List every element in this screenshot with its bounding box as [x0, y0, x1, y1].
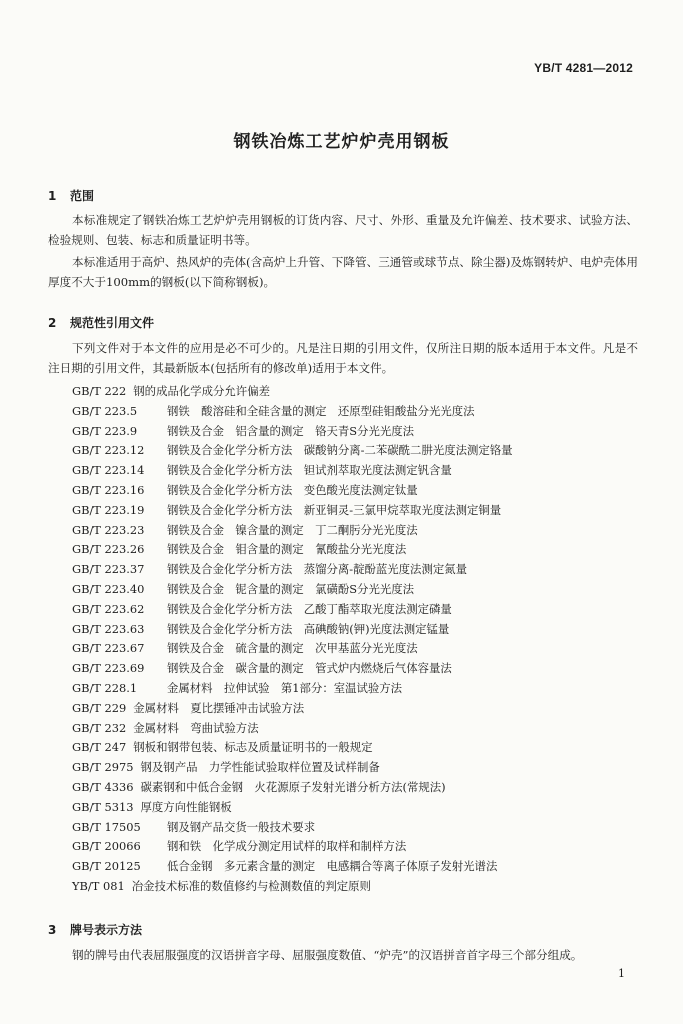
reference-item	[72, 679, 632, 699]
reference-code: GB/T 222	[72, 384, 127, 398]
reference-item	[72, 639, 632, 659]
section-number: 2	[48, 316, 57, 330]
reference-title: 钢铁及合金 碳含量的测定 管式炉内燃烧后气体容量法	[167, 661, 452, 676]
reference-item	[72, 501, 632, 521]
reference-title: 钢铁及合金 铝含量的测定 铬天青S分光光度法	[167, 423, 415, 438]
reference-item	[72, 540, 632, 560]
reference-item	[72, 600, 632, 620]
reference-title: 钢铁及合金 铌含量的测定 氯磺酚S分光光度法	[167, 581, 415, 596]
reference-code: GB/T 223.9	[72, 423, 138, 438]
standard-code: YB/T 4281—2012	[534, 61, 633, 75]
section-title: 规范性引用文件	[70, 316, 155, 330]
reference-code: GB/T 5313	[72, 799, 134, 814]
section-1-heading	[48, 187, 94, 204]
reference-code: GB/T 223.23	[72, 522, 145, 537]
reference-code: GB/T 223.37	[72, 562, 145, 577]
reference-code: GB/T 223.16	[72, 482, 145, 497]
reference-title: 钢铁及合金化学分析方法 钽试剂萃取光度法测定钒含量	[167, 463, 452, 478]
reference-title: 钢铁及合金 镍含量的测定 丁二酮肟分光光度法	[167, 522, 418, 537]
reference-code: GB/T 223.69	[72, 661, 145, 676]
reference-title: 金属材料 拉伸试验 第1部分：室温试验方法	[167, 680, 403, 695]
reference-code: GB/T 20066	[72, 839, 141, 854]
reference-code: GB/T 228.1	[72, 680, 138, 695]
reference-list	[72, 382, 632, 897]
reference-code: GB/T 223.40	[72, 581, 145, 596]
section-number: 1	[48, 189, 57, 203]
reference-item	[72, 461, 632, 481]
section-title: 范围	[70, 189, 95, 203]
reference-code: GB/T 223.12	[72, 443, 145, 458]
reference-code: GB/T 223.19	[72, 502, 145, 517]
reference-item	[72, 699, 632, 719]
reference-title: 金属材料 弯曲试验方法	[133, 720, 259, 735]
reference-code: GB/T 223.67	[72, 641, 145, 656]
reference-title: 钢的成品化学成分允许偏差	[133, 384, 270, 398]
reference-title: 钢铁及合金 钼含量的测定 氰酸盐分光光度法	[167, 542, 407, 557]
reference-item	[72, 877, 632, 897]
reference-code: GB/T 17505	[72, 819, 141, 834]
reference-code: GB/T 4336	[72, 779, 134, 794]
reference-code: GB/T 229	[72, 700, 127, 715]
section-title: 牌号表示方法	[70, 923, 143, 937]
reference-code: GB/T 223.26	[72, 542, 145, 557]
reference-title: 钢铁及合金 硫含量的测定 次甲基蓝分光光度法	[167, 641, 418, 656]
reference-title: 钢铁及合金化学分析方法 碳酸钠分离-二苯碳酰二肼光度法测定铬量	[167, 443, 513, 458]
reference-code: GB/T 247	[72, 740, 127, 755]
reference-item	[72, 758, 632, 778]
reference-title: 钢铁及合金化学分析方法 变色酸光度法测定钛量	[167, 482, 418, 497]
reference-title: 钢和铁 化学成分测定用试样的取样和制样方法	[167, 839, 407, 854]
scope-paragraph-1: 本标准规定了钢铁冶炼工艺炉炉壳用钢板的订货内容、尺寸、外形、重量及允许偏差、技术要求、试验方法、检验规则、包装、标志和质量证明书等。	[48, 213, 638, 247]
reference-code: GB/T 223.62	[72, 601, 145, 616]
reference-title: 钢铁 酸溶硅和全硅含量的测定 还原型硅钼酸盐分光光度法	[167, 403, 475, 418]
reference-item	[72, 521, 632, 541]
section-number: 3	[48, 923, 57, 937]
reference-code: GB/T 223.63	[72, 621, 145, 636]
reference-title: 碳素钢和中低合金钢 火花源原子发射光谱分析方法(常规法)	[140, 779, 446, 794]
reference-title: 钢铁及合金化学分析方法 高碘酸钠(钾)光度法测定锰量	[167, 621, 450, 636]
reference-title: 冶金技术标准的数值修约与检测数值的判定原则	[131, 878, 371, 893]
reference-item	[72, 837, 632, 857]
reference-item	[72, 798, 632, 818]
reference-item	[72, 422, 632, 442]
scope-paragraph-2: 本标准适用于高炉、热风炉的壳体(含高炉上升管、下降管、三通管或球节点、除尘器)及炼钢转炉、电炉壳体用厚度不大于100mm的钢板(以下简称钢板)。	[48, 255, 638, 289]
reference-item	[72, 382, 632, 402]
page-number: 1	[618, 967, 625, 980]
reference-title: 厚度方向性能钢板	[140, 799, 232, 814]
reference-title: 钢铁及合金化学分析方法 新亚铜灵-三氯甲烷萃取光度法测定铜量	[167, 502, 502, 517]
reference-item	[72, 719, 632, 739]
reference-code: YB/T 081	[72, 878, 125, 893]
reference-code: GB/T 232	[72, 720, 127, 735]
reference-item	[72, 659, 632, 679]
reference-code: GB/T 223.5	[72, 403, 138, 418]
reference-title: 钢及钢产品交货一般技术要求	[167, 819, 316, 834]
reference-title: 钢及钢产品 力学性能试验取样位置及试样制备	[140, 760, 380, 775]
designation-paragraph: 钢的牌号由代表屈服强度的汉语拼音字母、屈服强度数值、“炉壳”的汉语拼音首字母三个部分组成。	[72, 948, 583, 962]
reference-title: 钢铁及合金化学分析方法 乙酸丁酯萃取光度法测定磷量	[167, 601, 452, 616]
reference-item	[72, 402, 632, 422]
normative-references-intro: 下列文件对于本文件的应用是必不可少的。凡是注日期的引用文件，仅所注日期的版本适用于本文件。凡是不注日期的引用文件，其最新版本(包括所有的修改单)适用于本文件。	[48, 341, 638, 375]
reference-title: 钢铁及合金化学分析方法 蒸馏分离-靛酚蓝光度法测定氮量	[167, 562, 468, 577]
reference-code: GB/T 20125	[72, 859, 141, 874]
reference-item	[72, 441, 632, 461]
reference-title: 低合金钢 多元素含量的测定 电感耦合等离子体原子发射光谱法	[167, 859, 498, 874]
section-2-heading	[48, 314, 154, 331]
reference-item	[72, 857, 632, 877]
reference-title: 钢板和钢带包装、标志及质量证明书的一般规定	[133, 740, 373, 755]
reference-item	[72, 738, 632, 758]
document-title: 钢铁冶炼工艺炉炉壳用钢板	[233, 132, 450, 152]
reference-code: GB/T 223.14	[72, 463, 145, 478]
reference-item	[72, 481, 632, 501]
reference-item	[72, 818, 632, 838]
reference-item	[72, 778, 632, 798]
reference-code: GB/T 2975	[72, 760, 134, 775]
reference-item	[72, 560, 632, 580]
reference-item	[72, 620, 632, 640]
section-3-heading	[48, 921, 142, 938]
reference-item	[72, 580, 632, 600]
reference-title: 金属材料 夏比摆锤冲击试验方法	[133, 700, 305, 715]
